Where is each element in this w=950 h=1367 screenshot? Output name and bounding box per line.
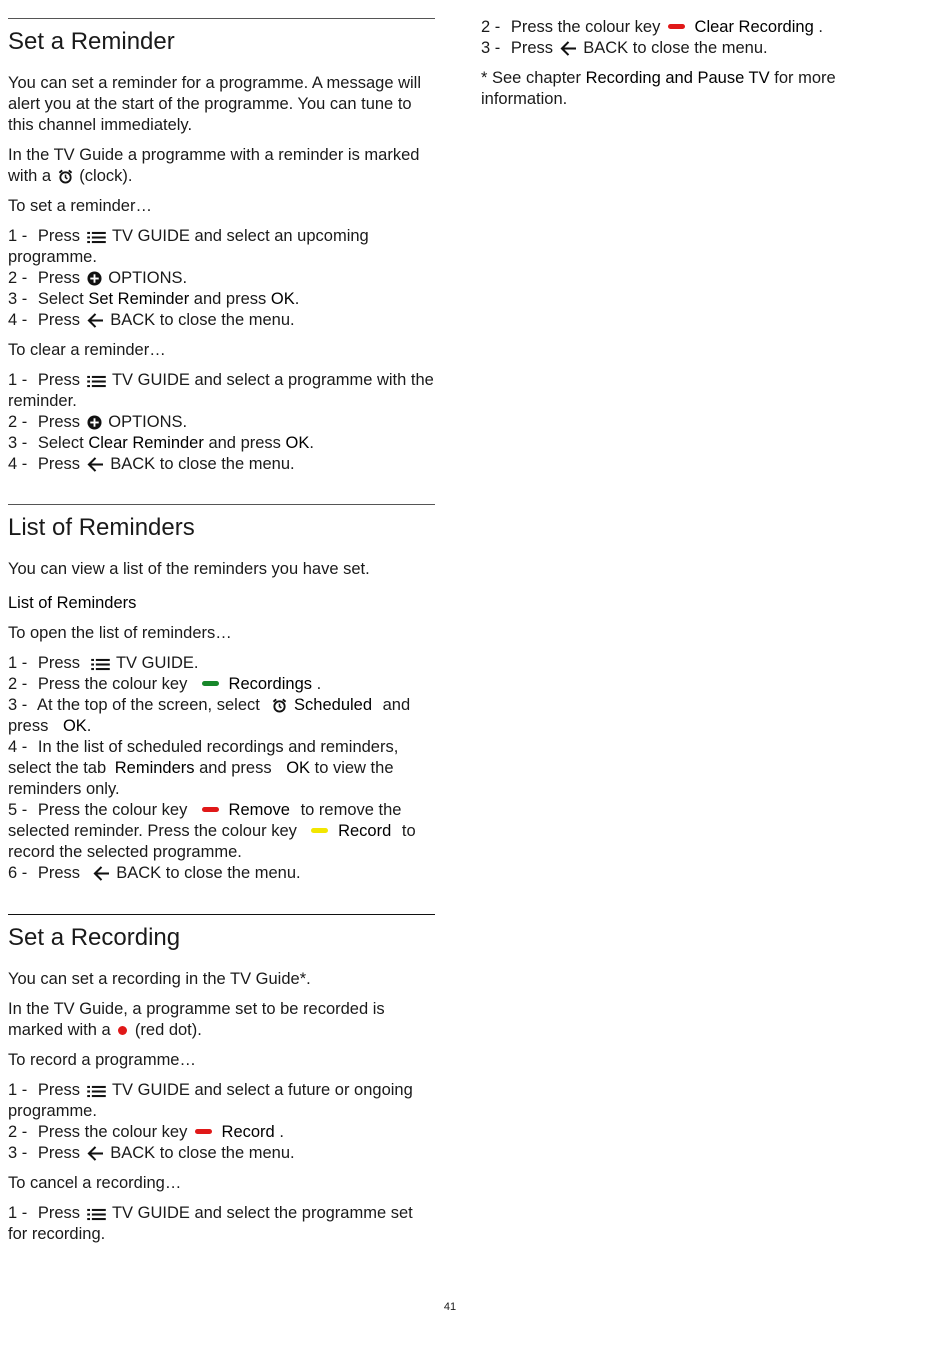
step-text: BACK to close the menu. <box>116 864 301 882</box>
step-text: and press <box>8 696 411 735</box>
record-keyword: Record <box>221 1123 275 1141</box>
set-reminder-keyword: Set Reminder <box>88 290 190 308</box>
list-reminders-intro: You can view a list of the reminders you have set. <box>8 560 370 578</box>
step-text: Press <box>37 311 81 329</box>
step-text: OPTIONS. <box>108 413 188 431</box>
step-text: TV GUIDE and select an upcoming programme. <box>8 227 369 266</box>
back-arrow-icon <box>87 457 104 472</box>
list-item <box>8 268 435 289</box>
step-text: Press the colour key <box>37 801 188 819</box>
list-item <box>8 289 435 310</box>
ok-keyword: OK <box>62 717 87 735</box>
step-number: 1 - <box>8 654 28 672</box>
marked-text-end: (red dot). <box>134 1021 202 1039</box>
step-text-end: . <box>309 434 314 452</box>
step-text: BACK to close the menu. <box>110 455 295 473</box>
set-recording-heading: Set a Recording <box>8 924 181 951</box>
step-text: Press <box>37 413 81 431</box>
footnote-text-end: for more information. <box>481 69 836 108</box>
red-key-icon <box>202 807 219 812</box>
list-reminders-steps <box>8 653 435 884</box>
list-reminders-section <box>8 504 435 884</box>
list-item <box>8 800 435 863</box>
step-number: 1 - <box>8 227 28 245</box>
step-number: 2 - <box>8 269 28 287</box>
step-text-end: . <box>294 290 300 308</box>
set-recording-intro: You can set a recording in the TV Guide*. <box>8 970 311 988</box>
set-reminder-heading: Set a Reminder <box>8 28 175 55</box>
clock-icon <box>58 169 73 184</box>
to-clear-reminder-label: To clear a reminder… <box>8 341 166 359</box>
marked-text: In the TV Guide, a programme set to be recorded is marked with a <box>8 1000 385 1039</box>
step-text: and press <box>199 759 272 777</box>
tv-guide-icon <box>91 658 110 671</box>
step-text-end: . <box>86 717 92 735</box>
list-item <box>481 38 901 59</box>
list-item <box>8 863 435 884</box>
step-number: 4 - <box>8 738 28 756</box>
step-text: Press <box>37 654 81 672</box>
marked-text: In the TV Guide a programme with a reminder is marked with a <box>8 146 420 185</box>
step-text-end: . <box>818 18 823 36</box>
step-text: and press <box>193 290 267 308</box>
step-text: Press <box>37 1144 81 1162</box>
back-arrow-icon <box>87 313 104 328</box>
step-text: BACK to close the menu. <box>583 39 768 57</box>
step-number: 2 - <box>8 413 28 431</box>
step-text: TV GUIDE and select a programme with the reminder. <box>8 371 434 410</box>
step-number: 2 - <box>8 1123 28 1141</box>
list-item <box>8 1143 435 1164</box>
step-number: 1 - <box>8 1081 28 1099</box>
cancel-steps-part2 <box>481 17 901 59</box>
set-recording-marked <box>8 999 435 1041</box>
tv-guide-icon <box>87 1085 106 1098</box>
step-text: Press <box>37 1081 81 1099</box>
step-text: Press <box>37 864 81 882</box>
step-number: 2 - <box>8 675 28 693</box>
tv-guide-icon <box>87 1208 106 1221</box>
set-recording-section <box>8 914 435 1245</box>
step-number: 5 - <box>8 801 28 819</box>
clock-icon <box>272 698 287 713</box>
footnote <box>481 68 901 110</box>
list-reminders-heading: List of Reminders <box>8 514 195 541</box>
step-text: BACK to close the menu. <box>110 1144 295 1162</box>
step-text: Select <box>37 434 84 452</box>
list-item <box>8 226 435 268</box>
step-text: and press <box>208 434 281 452</box>
yellow-key-icon <box>311 828 328 833</box>
cancel-steps-part1 <box>8 1203 435 1245</box>
step-text: to remove the selected reminder. Press the colour key <box>8 801 402 840</box>
list-item <box>8 737 435 800</box>
ok-keyword: OK <box>286 759 311 777</box>
step-number: 3 - <box>8 290 28 308</box>
page-number: 41 <box>443 1301 457 1313</box>
ok-keyword: OK <box>285 434 310 452</box>
step-text: BACK to close the menu. <box>110 311 295 329</box>
marked-text-end: (clock). <box>79 167 133 185</box>
to-set-reminder-label: To set a reminder… <box>8 197 152 215</box>
list-item <box>8 310 435 331</box>
step-text: Press the colour key <box>37 1123 188 1141</box>
tv-guide-icon <box>87 375 106 388</box>
step-text: Select <box>37 290 84 308</box>
back-arrow-icon <box>87 1146 104 1161</box>
step-text: Press <box>37 227 81 245</box>
record-steps <box>8 1080 435 1164</box>
set-reminder-steps <box>8 226 435 331</box>
step-text-end: . <box>316 675 322 693</box>
step-text: Press <box>37 371 81 389</box>
tv-guide-icon <box>87 231 106 244</box>
step-text: In the list of scheduled recordings and reminders, select the tab <box>8 738 399 777</box>
list-item <box>8 454 435 475</box>
step-text: At the top of the screen, select <box>36 696 260 714</box>
step-text: TV GUIDE and select a future or ongoing programme. <box>8 1081 413 1120</box>
step-text: TV GUIDE and select the programme set for recording. <box>8 1204 413 1243</box>
options-plus-icon <box>87 415 102 430</box>
record-keyword: Record <box>338 822 392 840</box>
list-item <box>8 412 435 433</box>
clear-reminder-keyword: Clear Reminder <box>88 434 204 452</box>
step-number: 3 - <box>8 1144 28 1162</box>
step-text: to view the reminders only. <box>8 759 394 798</box>
red-dot-icon <box>118 1026 127 1035</box>
set-reminder-marked <box>8 145 435 187</box>
list-item <box>8 1080 435 1122</box>
step-text: Press <box>37 455 81 473</box>
clear-recording-keyword: Clear Recording <box>694 18 814 36</box>
clear-reminder-steps <box>8 370 435 475</box>
scheduled-keyword: Scheduled <box>294 696 373 714</box>
to-open-list-label: To open the list of reminders… <box>8 624 232 642</box>
back-arrow-icon <box>93 866 110 881</box>
green-key-icon <box>202 681 219 686</box>
list-item <box>8 653 435 674</box>
set-reminder-intro: You can set a reminder for a programme. A message will alert you at the start of the programme. You can tune to this channel immediately. <box>8 74 422 134</box>
step-number: 1 - <box>8 371 28 389</box>
options-plus-icon <box>87 271 102 286</box>
step-text: Press the colour key <box>510 18 661 36</box>
step-number: 3 - <box>8 696 28 714</box>
step-number: 6 - <box>8 864 28 882</box>
step-number: 1 - <box>8 1204 28 1222</box>
step-number: 3 - <box>8 434 28 452</box>
to-cancel-label: To cancel a recording… <box>8 1174 182 1192</box>
red-key-icon <box>668 24 685 29</box>
step-number: 3 - <box>481 39 501 57</box>
step-text: OPTIONS. <box>108 269 188 287</box>
list-item <box>8 674 435 695</box>
list-item <box>8 695 435 737</box>
right-column <box>481 17 901 119</box>
step-number: 4 - <box>8 455 28 473</box>
footnote-text: * See chapter <box>481 69 581 87</box>
step-text: Press <box>510 39 554 57</box>
step-text: Press <box>37 1204 81 1222</box>
recordings-keyword: Recordings <box>228 675 312 693</box>
remove-keyword: Remove <box>228 801 290 819</box>
step-number: 2 - <box>481 18 501 36</box>
set-reminder-section <box>8 18 435 475</box>
step-text: Press <box>37 269 81 287</box>
list-item <box>8 370 435 412</box>
red-key-icon <box>195 1129 212 1134</box>
left-column <box>8 18 435 1254</box>
list-item <box>8 433 435 454</box>
list-reminders-subheading: List of Reminders <box>8 594 137 612</box>
reminders-tab-keyword: Reminders <box>114 759 195 777</box>
step-number: 4 - <box>8 311 28 329</box>
step-text-end: . <box>279 1123 284 1141</box>
step-text: to record the selected programme. <box>8 822 416 861</box>
list-item <box>481 17 901 38</box>
step-text: Press the colour key <box>37 675 188 693</box>
to-record-label: To record a programme… <box>8 1051 196 1069</box>
chapter-link-text: Recording and Pause TV <box>585 69 770 87</box>
back-arrow-icon <box>560 41 577 56</box>
list-item <box>8 1203 435 1245</box>
list-item <box>8 1122 435 1143</box>
ok-keyword: OK <box>270 290 295 308</box>
step-text: TV GUIDE. <box>115 654 199 672</box>
